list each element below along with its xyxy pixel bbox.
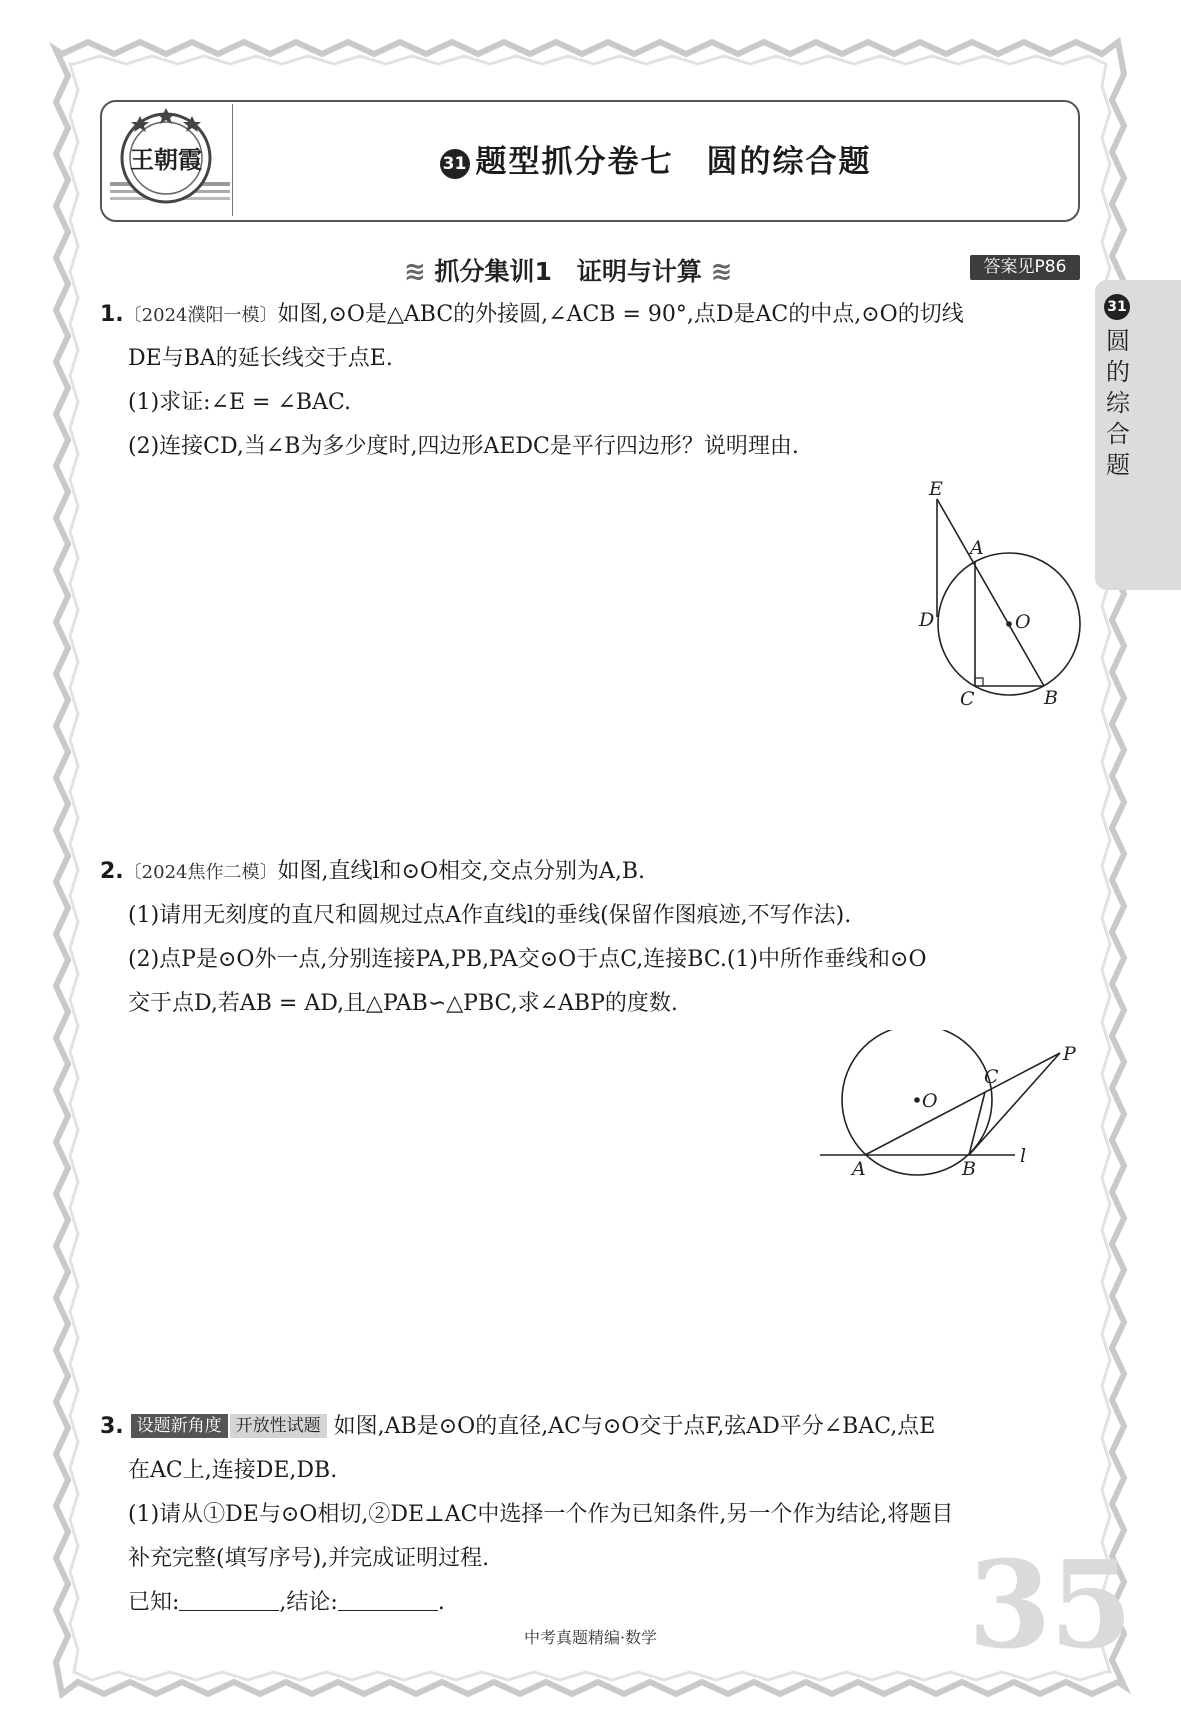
q1-stem-line1: 如图,⊙O是△ABC的外接圆,∠ACB = 90°,点D是AC的中点,⊙O的切线 (277, 302, 964, 327)
q1-line-eb (937, 499, 1044, 686)
q1-label-b: B (1044, 687, 1058, 709)
q2-label-o: O (922, 1090, 938, 1112)
q1-label-e: E (929, 478, 943, 500)
svg-text:王朝霞: 王朝霞 (130, 145, 202, 174)
brand-logo (110, 104, 230, 216)
q3-known-blank[interactable] (179, 1590, 279, 1611)
wave-decoration-left: ≋ (404, 257, 426, 287)
q3-fill-line (128, 1581, 445, 1625)
answer-reference-badge: 答案见P86 (970, 255, 1080, 280)
q2-part2-line1: (2)点P是⊙O外一点,分别连接PA,PB,PA交⊙O于点C,连接BC.(1)中所作垂线和⊙O (128, 947, 927, 972)
side-tab-number: 31 (1104, 294, 1130, 320)
q2-number: 2. (100, 859, 124, 884)
q3-known-label: 已知: (128, 1590, 180, 1615)
q2-stem: 如图,直线l和⊙O相交,交点分别为A,B. (277, 859, 646, 884)
q3-end-mark: . (437, 1590, 445, 1615)
q1-label-c: C (960, 688, 975, 710)
q2-line1 (100, 850, 645, 895)
q3-conclusion-blank[interactable] (338, 1590, 438, 1611)
q1-figure (905, 470, 1090, 715)
q3-tag-new-angle: 设题新角度 (131, 1414, 228, 1438)
q1-label-a: A (970, 537, 984, 559)
wave-decoration-right: ≋ (710, 257, 733, 287)
q2-label-l: l (1020, 1145, 1027, 1167)
q1-center-point (1006, 621, 1012, 627)
q2-label-c: C (984, 1066, 999, 1088)
section-heading (404, 252, 732, 288)
q1-stem-line2: DE与BA的延长线交于点E. (128, 346, 393, 371)
q3-number: 3. (100, 1414, 124, 1439)
q2-segment-pa (865, 1053, 1060, 1155)
q1-label-d: D (919, 609, 935, 631)
q2-part1: (1)请用无刻度的直尺和圆规过点A作直线l的垂线(保留作图痕迹,不写作法). (128, 903, 852, 928)
q2-source: 〔2024焦作二模〕 (123, 862, 278, 883)
side-tab-label: 圆的综合题 (1106, 327, 1130, 479)
q1-source: 〔2024濮阳一模〕 (123, 305, 278, 326)
page-number: 35 (968, 1535, 1131, 1676)
q1-part2: (2)连接CD,当∠B为多少度时,四边形AEDC是平行四边形？说明理由. (128, 434, 799, 459)
q1-right-angle-mark (975, 678, 983, 686)
q1-number: 1. (100, 302, 124, 327)
page-footer: 中考真题精编·数学 (523, 1628, 658, 1647)
q2-label-a: A (852, 1158, 866, 1180)
q3-stem-line1: 如图,AB是⊙O的直径,AC与⊙O交于点F,弦AD平分∠BAC,点E (333, 1414, 936, 1439)
q2-figure (815, 1030, 1085, 1190)
q2-label-b: B (962, 1158, 976, 1180)
q1-line1 (100, 293, 964, 338)
section-title: 抓分集训1 证明与计算 (434, 257, 702, 286)
q3-part1-line1: (1)请从①DE与⊙O相切,②DE⊥AC中选择一个作为已知条件,另一个作为结论,将题目 (128, 1502, 954, 1527)
q1-label-o: O (1015, 611, 1031, 633)
page-title (233, 136, 1078, 181)
q1-part1: (1)求证:∠E = ∠BAC. (128, 390, 352, 415)
q3-stem-line2: 在AC上,连接DE,DB. (128, 1458, 338, 1483)
q3-part1-line2: 补充完整(填写序号),并完成证明过程. (128, 1546, 490, 1571)
q3-line1 (100, 1405, 935, 1449)
q3-tag-open-ended: 开放性试题 (230, 1414, 327, 1438)
q3-conclusion-label: ,结论: (279, 1590, 338, 1615)
q2-center-point (914, 1097, 920, 1103)
q2-part2-line2: 交于点D,若AB = AD,且△PAB∽△PBC,求∠ABP的度数. (128, 991, 678, 1016)
title-number-badge: 31 (440, 149, 470, 179)
title-text: 题型抓分卷七 圆的综合题 (475, 144, 872, 180)
q2-label-p: P (1063, 1043, 1076, 1065)
